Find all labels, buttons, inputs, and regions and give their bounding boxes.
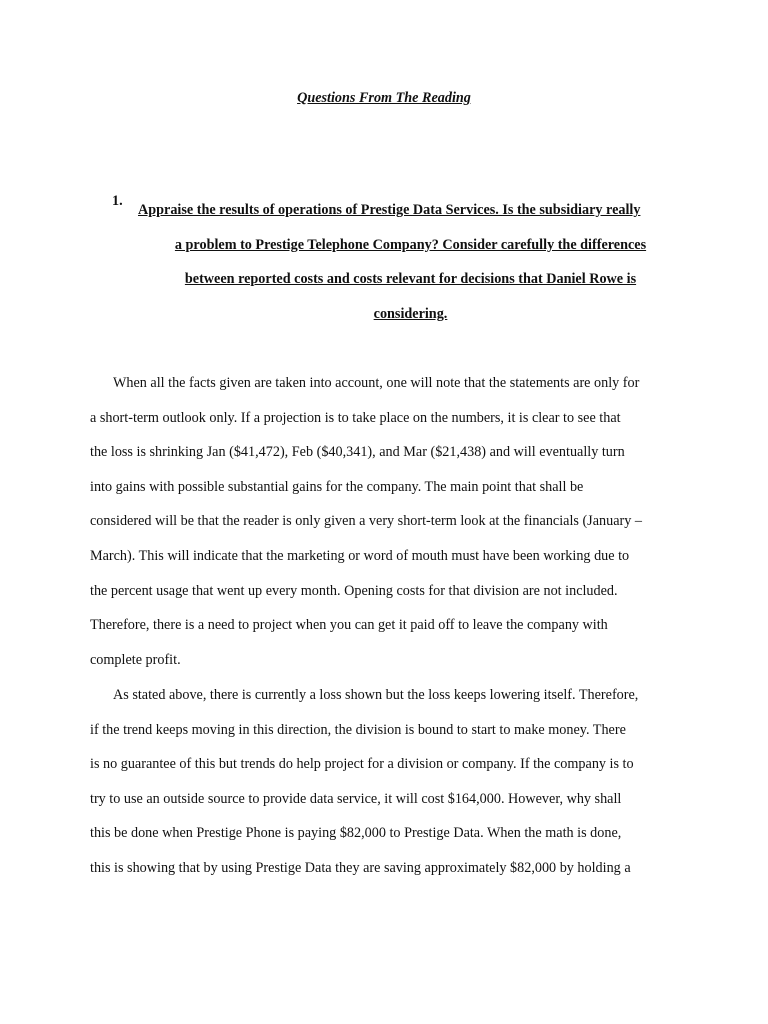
- paragraph-line: the percent usage that went up every month. Opening costs for that division are not included.: [90, 582, 618, 599]
- question-1: [112, 193, 692, 331]
- answer-paragraph-2: [90, 678, 690, 886]
- paragraph-line: a short-term outlook only. If a projection is to take place on the numbers, it is clear to see that: [90, 409, 621, 426]
- paragraph-line: try to use an outside source to provide data service, it will cost $164,000. However, why shall: [90, 790, 622, 807]
- paragraph-line: is no guarantee of this but trends do help project for a division or company. If the company is to: [90, 756, 634, 773]
- question-text: [138, 193, 683, 331]
- paragraph-line: if the trend keeps moving in this direction, the division is bound to start to make money. There: [90, 721, 626, 738]
- question-line: Appraise the results of operations of Prestige Data Services. Is the subsidiary really: [138, 202, 641, 218]
- page-title: Questions From The Reading: [297, 90, 471, 106]
- question-line: considering.: [373, 305, 448, 322]
- paragraph-line: considered will be that the reader is only given a very short-term look at the financials (January –: [90, 513, 642, 530]
- paragraph-line: complete profit.: [90, 651, 181, 668]
- question-number: 1.: [112, 193, 123, 209]
- paragraph-line: into gains with possible substantial gains for the company. The main point that shall be: [90, 478, 584, 495]
- paragraph-line: this is showing that by using Prestige Data they are saving approximately $82,000 by holding a: [90, 859, 631, 876]
- paragraph-line: this be done when Prestige Phone is paying $82,000 to Prestige Data. When the math is done,: [90, 825, 622, 842]
- answer-paragraph-1: [90, 366, 690, 677]
- paragraph-line: As stated above, there is currently a loss shown but the loss keeps lowering itself. Therefore,: [113, 687, 639, 703]
- paragraph-line: March). This will indicate that the marketing or word of mouth must have been working due to: [90, 547, 630, 564]
- paragraph-line: the loss is shrinking Jan ($41,472), Feb ($40,341), and Mar ($21,438) and will eventually turn: [90, 444, 625, 461]
- paragraph-line: When all the facts given are taken into account, one will note that the statements are only for: [113, 375, 640, 391]
- question-line: a problem to Prestige Telephone Company? Consider carefully the differences: [174, 236, 647, 253]
- question-line: between reported costs and costs relevant for decisions that Daniel Rowe is: [184, 271, 637, 288]
- paragraph-line: Therefore, there is a need to project when you can get it paid off to leave the company with: [90, 617, 608, 634]
